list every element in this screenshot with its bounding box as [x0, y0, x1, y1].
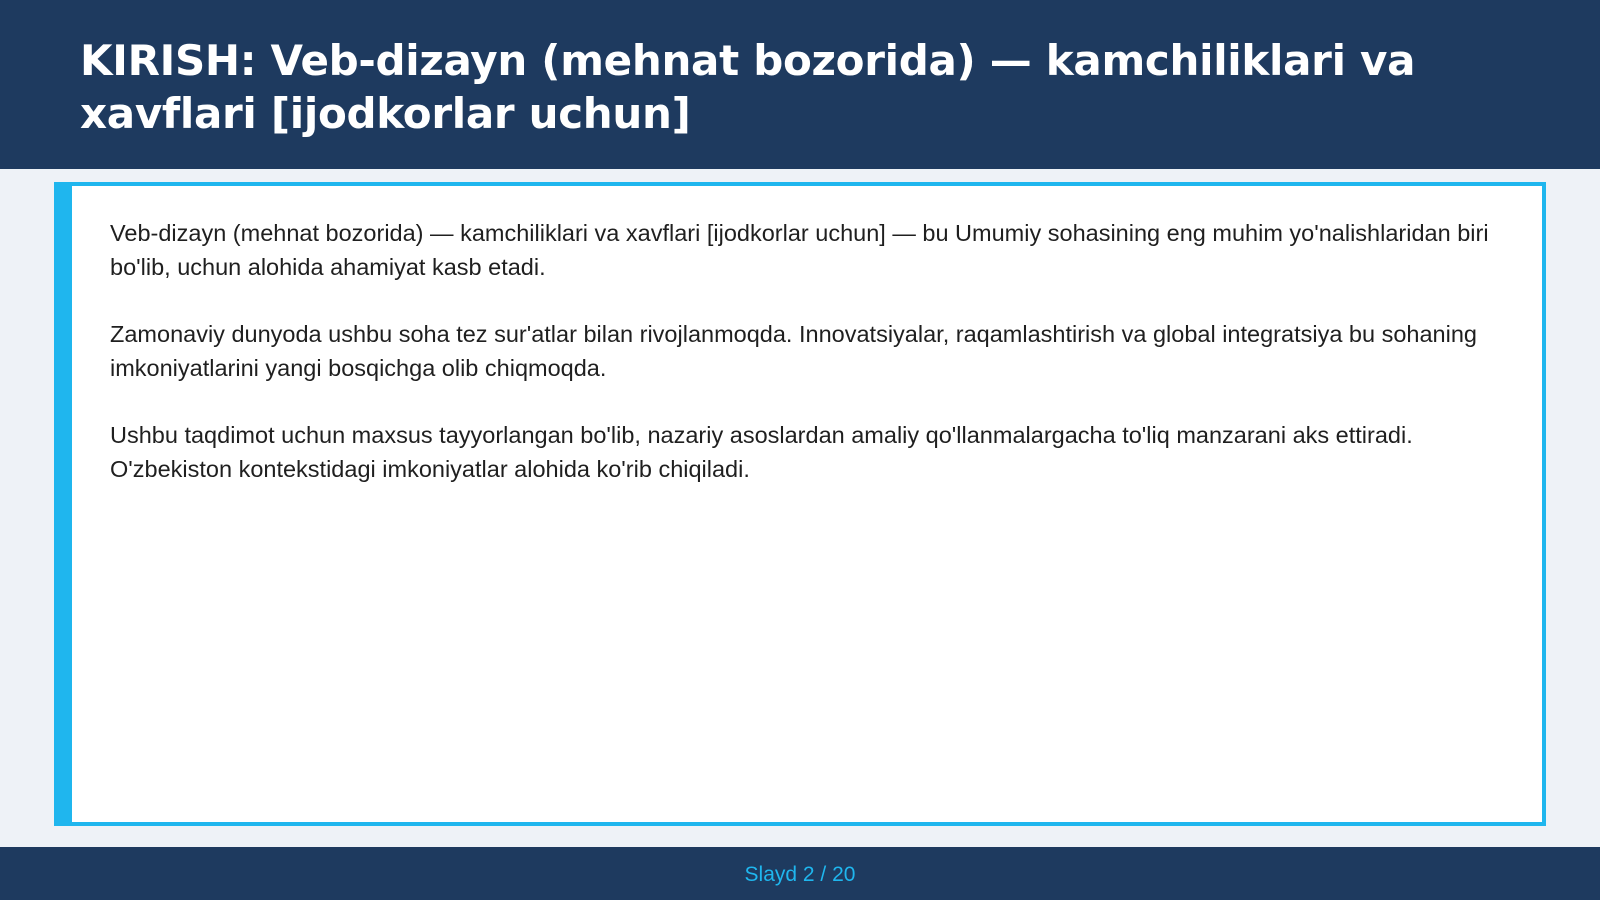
slide-footer: [0, 847, 1600, 900]
content-panel: [54, 182, 1546, 826]
development-paragraph: Zamonaviy dunyoda ushbu soha tez sur'atlar bilan rivojlanmoqda. Innovatsiyalar, raqamlashtirish va global integratsiya bu sohaning imkoniyatlarini yangi bosqichga olib chiqmoqda.: [110, 321, 1477, 381]
slide-header: [0, 0, 1600, 169]
presentation-paragraph: Ushbu taqdimot uchun maxsus tayyorlangan bo'lib, nazariy asoslardan amaliy qo'llanmalargacha to'liq manzarani aks ettiradi. O'zbekiston kontekstidagi imkoniyatlar alohida ko'rib chiqiladi.: [110, 422, 1413, 482]
slide-counter: Slayd 2 / 20: [744, 862, 856, 886]
slide-title: KIRISH: Veb-dizayn (mehnat bozorida) — kamchiliklari va xavflari [ijodkorlar uchun]: [80, 36, 1416, 138]
intro-paragraph: Veb-dizayn (mehnat bozorida) — kamchiliklari va xavflari [ijodkorlar uchun] — bu Umumiy sohasining eng muhim yo'nalishlaridan biri bo'lib, uchun alohida ahamiyat kasb etadi.: [110, 220, 1489, 280]
